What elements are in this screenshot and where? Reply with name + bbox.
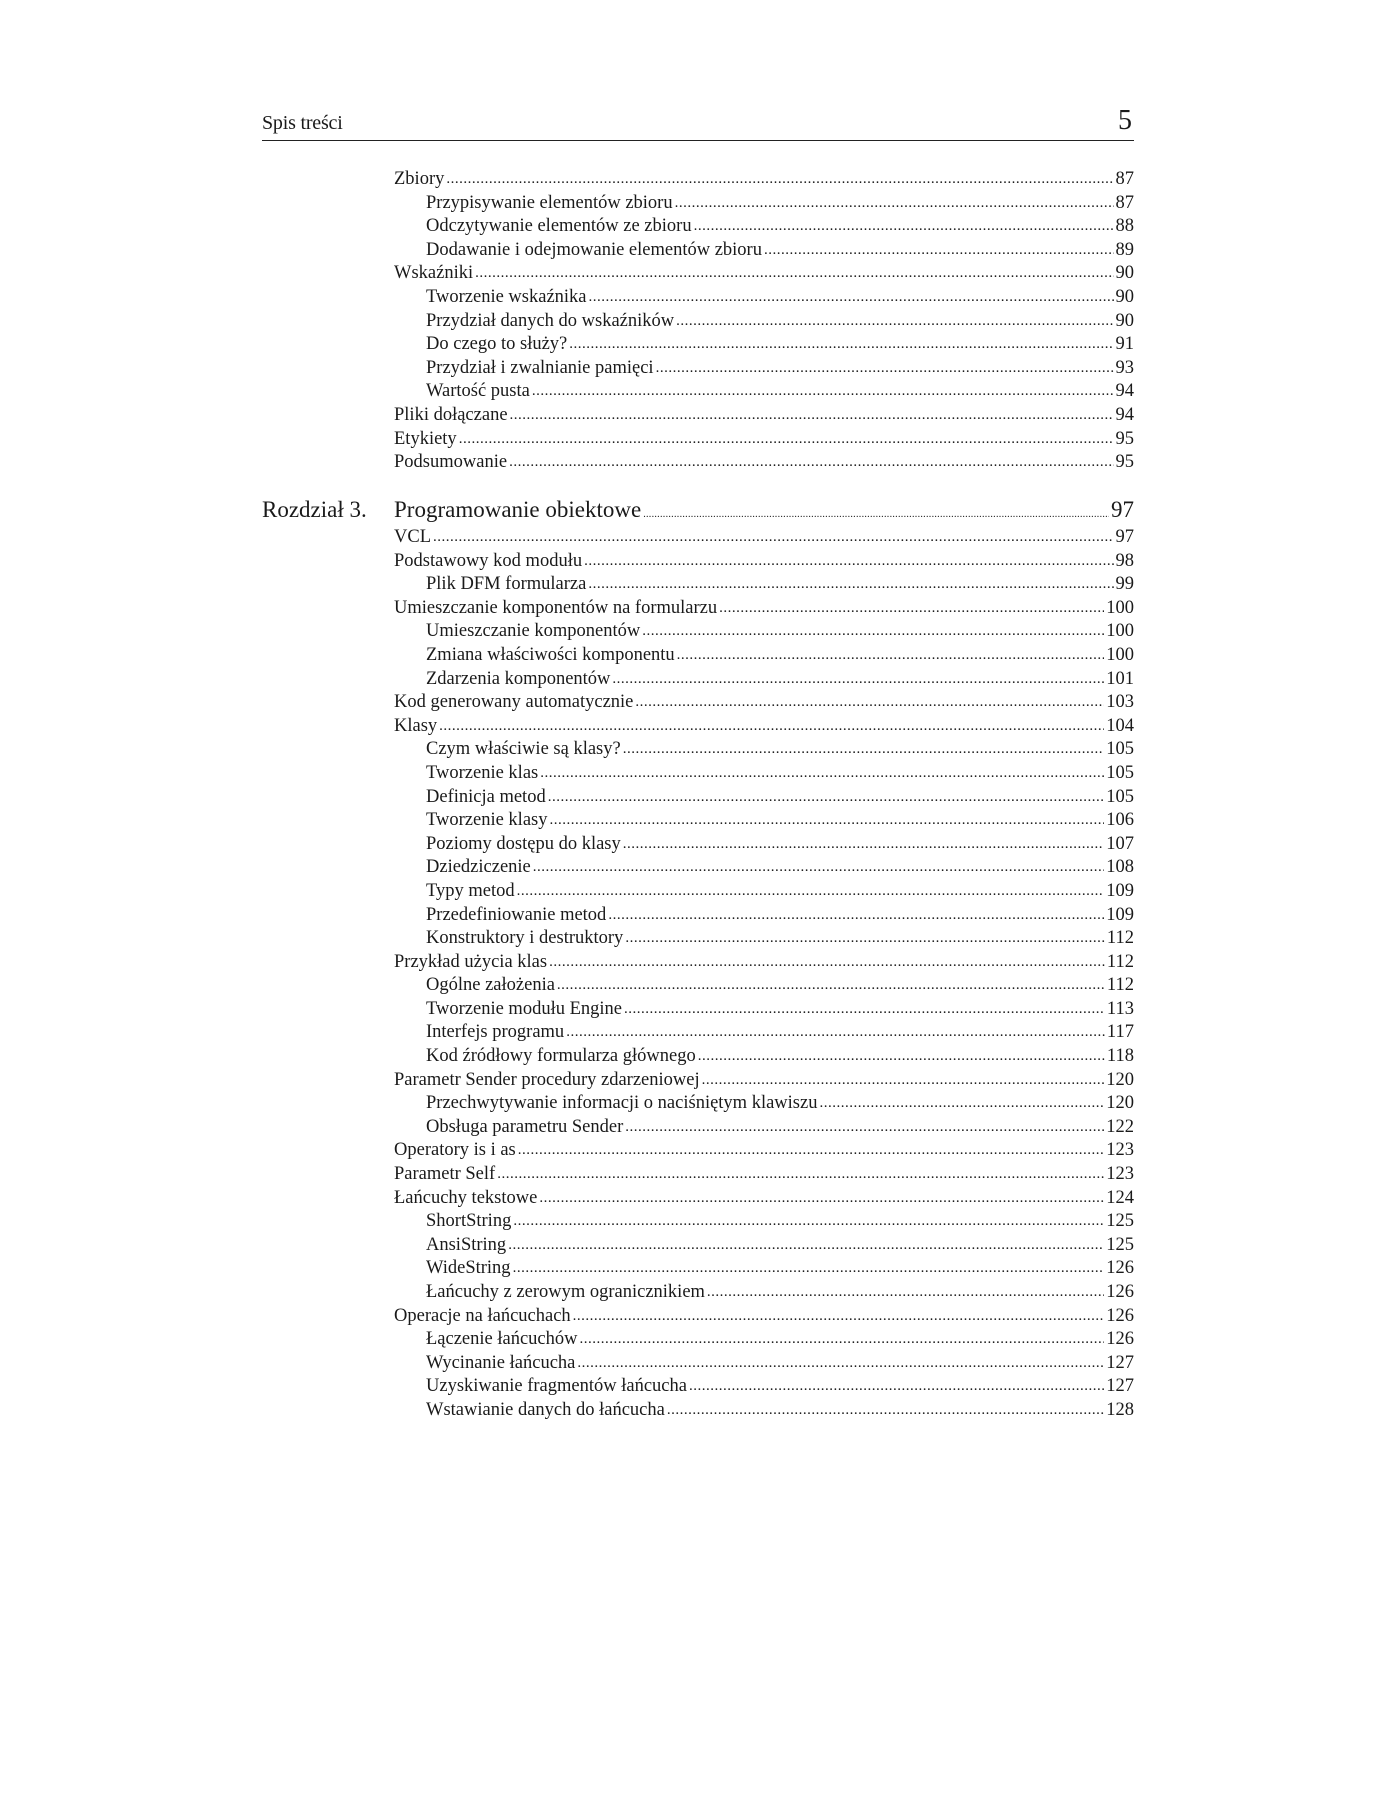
entry-title: Konstruktory i destruktory bbox=[426, 928, 624, 949]
entry-title: Tworzenie wskaźnika bbox=[426, 286, 587, 307]
entry-page-number: 126 bbox=[1106, 1329, 1134, 1350]
entry-title: Podsumowanie bbox=[394, 452, 508, 473]
entry-page-number: 95 bbox=[1115, 428, 1134, 449]
entry-page-number: 127 bbox=[1106, 1352, 1134, 1373]
toc-subentry bbox=[262, 239, 1134, 263]
entry-title: Umieszczanie komponentów bbox=[426, 621, 641, 642]
entry-title: Uzyskiwanie fragmentów łańcucha bbox=[426, 1376, 687, 1397]
toc-subentry bbox=[262, 856, 1134, 880]
dot-leader bbox=[702, 1068, 1105, 1093]
toc-subentry bbox=[262, 998, 1134, 1022]
toc-subentry bbox=[262, 1234, 1134, 1258]
toc-section-chapter-3 bbox=[262, 526, 1134, 1423]
toc-subentry bbox=[262, 1021, 1134, 1045]
entry-title: Wstawianie danych do łańcucha bbox=[426, 1399, 665, 1420]
toc-subentry bbox=[262, 192, 1134, 216]
entry-title: Zbiory bbox=[394, 169, 445, 189]
entry-title: Przedefiniowanie metod bbox=[426, 904, 607, 925]
toc-subentry bbox=[262, 357, 1134, 381]
entry-title: AnsiString bbox=[426, 1234, 507, 1255]
toc-subentry bbox=[262, 310, 1134, 334]
entry-title: Umieszczanie komponentów na formularzu bbox=[394, 597, 718, 618]
entry-title: Klasy bbox=[394, 715, 438, 736]
entry-page-number: 101 bbox=[1106, 668, 1134, 689]
entry-page-number: 125 bbox=[1106, 1211, 1134, 1232]
toc-subentry bbox=[262, 215, 1134, 239]
entry-title: Przykład użycia klas bbox=[394, 951, 548, 972]
toc-subentry bbox=[262, 904, 1134, 928]
entry-page-number: 120 bbox=[1106, 1093, 1134, 1114]
dot-leader bbox=[513, 1209, 1104, 1234]
toc-subentry bbox=[262, 333, 1134, 357]
entry-title: Definicja metod bbox=[426, 786, 546, 807]
dot-leader bbox=[566, 1020, 1105, 1045]
entry-title: Łańcuchy z zerowym ogranicznikiem bbox=[426, 1282, 705, 1302]
entry-page-number: 125 bbox=[1106, 1234, 1134, 1255]
toc-section-continued bbox=[262, 168, 1134, 475]
toc-entry bbox=[262, 597, 1134, 621]
dot-leader bbox=[439, 714, 1104, 739]
dot-leader bbox=[433, 525, 1114, 550]
toc-entry bbox=[262, 1163, 1134, 1187]
entry-page-number: 93 bbox=[1115, 357, 1134, 378]
dot-leader bbox=[689, 1374, 1104, 1399]
entry-page-number: 127 bbox=[1106, 1376, 1134, 1397]
entry-page-number: 88 bbox=[1115, 216, 1134, 237]
chapter-page: 97 bbox=[1111, 497, 1134, 522]
entry-title: Przydział i zwalnianie pamięci bbox=[426, 357, 654, 378]
entry-title: Kod źródłowy formularza głównego bbox=[426, 1046, 696, 1067]
dot-leader bbox=[532, 379, 1114, 404]
entry-title: Wskaźniki bbox=[394, 263, 474, 284]
toc-subentry bbox=[262, 974, 1134, 998]
toc-subentry bbox=[262, 644, 1134, 668]
toc-subentry bbox=[262, 1399, 1134, 1423]
toc-entry bbox=[262, 691, 1134, 715]
entry-page-number: 94 bbox=[1115, 381, 1134, 402]
toc-entry bbox=[262, 262, 1134, 286]
entry-page-number: 91 bbox=[1115, 334, 1134, 355]
chapter-title: Programowanie obiektowe bbox=[394, 497, 642, 522]
entry-page-number: 117 bbox=[1106, 1022, 1134, 1043]
entry-title: Operacje na łańcuchach bbox=[394, 1305, 571, 1326]
dot-leader bbox=[508, 1233, 1104, 1258]
entry-title: Pliki dołączane bbox=[394, 404, 508, 425]
entry-page-number: 112 bbox=[1106, 975, 1134, 996]
entry-page-number: 89 bbox=[1115, 239, 1134, 260]
toc-entry bbox=[262, 451, 1134, 475]
dot-leader bbox=[624, 997, 1105, 1022]
dot-leader bbox=[625, 1115, 1104, 1140]
toc-entry bbox=[262, 1069, 1134, 1093]
entry-title: WideString bbox=[426, 1258, 511, 1279]
dot-leader bbox=[517, 879, 1105, 904]
entry-title: Przydział danych do wskaźników bbox=[426, 310, 675, 331]
dot-leader bbox=[580, 1327, 1105, 1352]
entry-page-number: 100 bbox=[1106, 597, 1134, 618]
dot-leader bbox=[497, 1162, 1104, 1187]
entry-page-number: 122 bbox=[1106, 1116, 1134, 1137]
entry-title: Dziedziczenie bbox=[426, 857, 531, 878]
entry-page-number: 118 bbox=[1106, 1046, 1134, 1067]
dot-leader bbox=[459, 427, 1114, 452]
entry-page-number: 108 bbox=[1106, 857, 1134, 878]
entry-page-number: 105 bbox=[1106, 739, 1134, 760]
dot-leader bbox=[635, 690, 1104, 715]
entry-page-number: 126 bbox=[1106, 1258, 1134, 1279]
entry-page-number: 90 bbox=[1115, 310, 1134, 331]
dot-leader bbox=[819, 1091, 1104, 1116]
dot-leader bbox=[577, 1351, 1104, 1376]
entry-page-number: 100 bbox=[1106, 644, 1134, 665]
dot-leader bbox=[573, 1304, 1105, 1329]
dot-leader bbox=[677, 643, 1105, 668]
entry-title: Czym właściwie są klasy? bbox=[426, 739, 621, 760]
entry-title: Parametr Self bbox=[394, 1164, 496, 1185]
toc-entry bbox=[262, 404, 1134, 428]
entry-page-number: 126 bbox=[1106, 1282, 1134, 1302]
entry-title: Obsługa parametru Sender bbox=[426, 1116, 624, 1137]
entry-page-number: 105 bbox=[1106, 786, 1134, 807]
entry-page-number: 98 bbox=[1115, 550, 1134, 571]
entry-title: Tworzenie modułu Engine bbox=[426, 998, 622, 1019]
entry-title: Dodawanie i odejmowanie elementów zbioru bbox=[426, 239, 762, 260]
entry-page-number: 112 bbox=[1106, 928, 1134, 949]
dot-leader bbox=[625, 926, 1105, 951]
entry-page-number: 87 bbox=[1115, 169, 1134, 189]
toc-entry bbox=[262, 1139, 1134, 1163]
dot-leader bbox=[446, 167, 1113, 192]
toc-subentry bbox=[262, 1352, 1134, 1376]
toc-subentry bbox=[262, 1281, 1134, 1305]
toc-subentry bbox=[262, 786, 1134, 810]
toc-subentry bbox=[262, 1328, 1134, 1352]
dot-leader bbox=[719, 596, 1104, 621]
entry-page-number: 123 bbox=[1106, 1164, 1134, 1185]
toc-subentry bbox=[262, 1045, 1134, 1069]
entry-title: Operatory is i as bbox=[394, 1140, 516, 1161]
dot-leader bbox=[557, 973, 1105, 998]
dot-leader bbox=[549, 808, 1104, 833]
entry-page-number: 105 bbox=[1106, 762, 1134, 783]
entry-title: Łączenie łańcuchów bbox=[426, 1329, 578, 1350]
entry-title: Przechwytywanie informacji o naciśniętym klawiszu bbox=[426, 1093, 818, 1114]
entry-page-number: 112 bbox=[1106, 951, 1134, 972]
entry-page-number: 106 bbox=[1106, 810, 1134, 831]
dot-leader bbox=[569, 332, 1113, 357]
dot-leader bbox=[509, 450, 1113, 475]
toc-subentry bbox=[262, 573, 1134, 597]
entry-title: Parametr Sender procedury zdarzeniowej bbox=[394, 1069, 700, 1090]
dot-leader bbox=[675, 191, 1114, 216]
entry-page-number: 99 bbox=[1115, 574, 1134, 595]
entry-page-number: 120 bbox=[1106, 1069, 1134, 1090]
dot-leader bbox=[623, 737, 1105, 762]
dot-leader bbox=[608, 903, 1104, 928]
entry-title: Zdarzenia komponentów bbox=[426, 668, 611, 689]
header-page-number: 5 bbox=[1118, 105, 1132, 136]
toc-subentry bbox=[262, 880, 1134, 904]
entry-title: Do czego to służy? bbox=[426, 334, 568, 355]
toc-subentry bbox=[262, 1375, 1134, 1399]
dot-leader bbox=[698, 1044, 1105, 1069]
toc-entry bbox=[262, 715, 1134, 739]
toc-subentry bbox=[262, 1116, 1134, 1140]
entry-page-number: 109 bbox=[1106, 904, 1134, 925]
entry-title: Typy metod bbox=[426, 880, 515, 901]
dot-leader bbox=[540, 761, 1104, 786]
entry-page-number: 95 bbox=[1115, 452, 1134, 473]
entry-page-number: 100 bbox=[1106, 621, 1134, 642]
entry-title: Zmiana właściwości komponentu bbox=[426, 644, 675, 665]
toc-entry bbox=[262, 550, 1134, 574]
dot-leader bbox=[513, 1256, 1105, 1281]
entry-page-number: 90 bbox=[1115, 263, 1134, 284]
toc-entry bbox=[262, 1187, 1134, 1211]
entry-title: Etykiety bbox=[394, 428, 457, 449]
dot-leader bbox=[676, 309, 1113, 334]
dot-leader bbox=[667, 1398, 1104, 1423]
toc-subentry bbox=[262, 620, 1134, 644]
entry-title: Interfejs programu bbox=[426, 1022, 565, 1043]
dot-leader bbox=[475, 261, 1113, 286]
entry-page-number: 123 bbox=[1106, 1140, 1134, 1161]
dot-leader bbox=[612, 667, 1104, 692]
toc-subentry bbox=[262, 1257, 1134, 1281]
chapter-label: Rozdział 3. bbox=[262, 497, 367, 522]
entry-page-number: 107 bbox=[1106, 833, 1134, 854]
entry-page-number: 97 bbox=[1115, 527, 1134, 547]
toc-subentry bbox=[262, 762, 1134, 786]
chapter-heading bbox=[262, 494, 1134, 526]
entry-title: Poziomy dostępu do klasy bbox=[426, 833, 621, 854]
toc-entry bbox=[262, 526, 1134, 550]
entry-title: Wartość pusta bbox=[426, 381, 530, 402]
entry-title: Odczytywanie elementów ze zbioru bbox=[426, 216, 692, 237]
dot-leader bbox=[510, 403, 1114, 428]
entry-title: Tworzenie klas bbox=[426, 762, 539, 783]
toc-entry bbox=[262, 428, 1134, 452]
entry-page-number: 87 bbox=[1115, 192, 1134, 213]
toc-subentry bbox=[262, 1092, 1134, 1116]
dot-leader bbox=[589, 285, 1114, 310]
dot-leader bbox=[642, 619, 1104, 644]
entry-page-number: 94 bbox=[1115, 404, 1134, 425]
entry-title: Ogólne założenia bbox=[426, 975, 555, 996]
toc-subentry bbox=[262, 833, 1134, 857]
entry-page-number: 90 bbox=[1115, 286, 1134, 307]
toc-entry bbox=[262, 1305, 1134, 1329]
entry-page-number: 126 bbox=[1106, 1305, 1134, 1326]
dot-leader bbox=[533, 855, 1104, 880]
entry-title: VCL bbox=[394, 527, 431, 547]
entry-title: Łańcuchy tekstowe bbox=[394, 1187, 538, 1208]
entry-title: Podstawowy kod modułu bbox=[394, 550, 583, 571]
entry-page-number: 104 bbox=[1106, 715, 1134, 736]
toc-entry bbox=[262, 168, 1134, 192]
toc-subentry bbox=[262, 668, 1134, 692]
header-title: Spis treści bbox=[262, 112, 343, 134]
entry-title: Przypisywanie elementów zbioru bbox=[426, 192, 673, 213]
entry-title: Tworzenie klasy bbox=[426, 810, 548, 831]
dot-leader bbox=[539, 1186, 1104, 1211]
dot-leader bbox=[764, 238, 1114, 263]
dot-leader bbox=[707, 1280, 1104, 1305]
toc-subentry bbox=[262, 1210, 1134, 1234]
dot-leader bbox=[548, 785, 1105, 810]
entry-page-number: 128 bbox=[1106, 1399, 1134, 1420]
toc-entry bbox=[262, 951, 1134, 975]
entry-page-number: 124 bbox=[1106, 1187, 1134, 1208]
dot-leader bbox=[584, 549, 1113, 574]
entry-title: Wycinanie łańcucha bbox=[426, 1352, 576, 1373]
toc-subentry bbox=[262, 927, 1134, 951]
toc-subentry bbox=[262, 380, 1134, 404]
entry-page-number: 113 bbox=[1106, 998, 1134, 1019]
toc-subentry bbox=[262, 738, 1134, 762]
entry-page-number: 103 bbox=[1106, 692, 1134, 713]
dot-leader bbox=[623, 832, 1104, 857]
dot-leader bbox=[656, 356, 1114, 381]
page-header bbox=[262, 100, 1134, 141]
dot-leader bbox=[694, 214, 1114, 239]
dot-leader bbox=[518, 1138, 1104, 1163]
entry-title: Kod generowany automatycznie bbox=[394, 692, 634, 713]
dot-leader bbox=[549, 950, 1105, 975]
entry-page-number: 109 bbox=[1106, 880, 1134, 901]
dot-leader bbox=[588, 572, 1113, 597]
entry-title: Plik DFM formularza bbox=[426, 574, 587, 595]
toc-subentry bbox=[262, 809, 1134, 833]
toc-subentry bbox=[262, 286, 1134, 310]
entry-title: ShortString bbox=[426, 1211, 512, 1232]
